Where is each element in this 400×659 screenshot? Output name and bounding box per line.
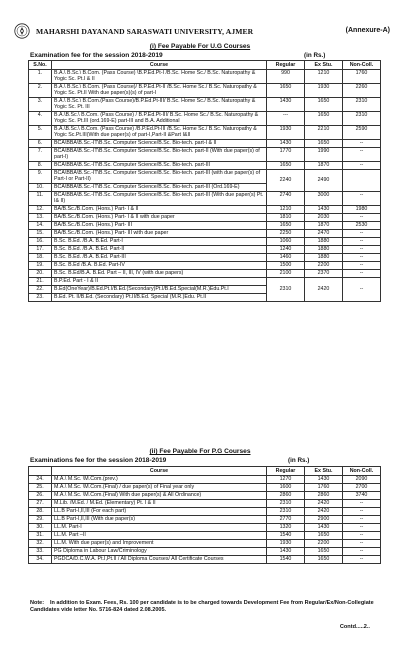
serial-number-cell: 32. — [29, 540, 52, 548]
note-text: In addition to Exam. Fees, Rs. 100 per candidate is to be charged towards Development Fee from Regular/Ex/Non-Collegiate Candidates vide letter No. 5716-824 dated 2.08.2005. — [30, 600, 374, 613]
pg-unit-label: (in Rs.) — [288, 457, 310, 464]
table-row — [29, 126, 381, 140]
non-collegiate-fee-cell: -- — [343, 238, 381, 246]
table-row — [29, 262, 381, 270]
regular-fee-cell: 1930 — [267, 540, 305, 548]
course-name-cell: B.Sc. B.Ed /B.A. B.Ed. Part-IV — [52, 262, 267, 270]
regular-fee-cell: 2740 — [267, 192, 305, 206]
column-header-ex-student: Ex Stu. — [305, 467, 343, 476]
table-row — [29, 532, 381, 540]
table-row — [29, 556, 381, 564]
ex-student-fee-cell: 3000 — [305, 192, 343, 206]
serial-number-cell: 29. — [29, 516, 52, 524]
ex-student-fee-cell: 2900 — [305, 516, 343, 524]
serial-number-cell: 20. — [29, 270, 52, 278]
non-collegiate-fee-cell: -- — [343, 556, 381, 564]
non-collegiate-fee-cell: 3740 — [343, 492, 381, 500]
serial-number-cell: 25. — [29, 484, 52, 492]
course-name-cell: B.A.\ B.Sc.\ B.Com.(Pass Course)/B.P.Ed.Pt-III/ B.Sc. Home Sc./ B.Sc. Naturopathy & Yogic Sc. Pt. III — [52, 98, 267, 112]
ex-student-fee-cell: 2370 — [305, 270, 343, 278]
ex-student-fee-cell: 1930 — [305, 84, 343, 98]
course-name-cell: B.Ed. Pt. II/B.Ed. (Secondary) Pt.II/B.Ed. Special (M.R.)Edu. Pt.II — [52, 294, 267, 302]
serial-number-cell: 11. — [29, 192, 52, 206]
non-collegiate-fee-cell: 2260 — [343, 84, 381, 98]
serial-number-cell: 33. — [29, 548, 52, 556]
regular-fee-cell: 2310 — [267, 508, 305, 516]
course-name-cell: BCA\BBA\B.Sc.-IT\B.Sc. Computer Science/B.Sc. Bio-tech. part-III (With due paper(s) Pt. I& II) — [52, 192, 267, 206]
regular-fee-cell: --- — [267, 112, 305, 126]
regular-fee-cell: 1270 — [267, 476, 305, 484]
serial-number-cell: 26. — [29, 492, 52, 500]
ex-student-fee-cell: 2030 — [305, 214, 343, 222]
course-name-cell: BA/B.Sc./B.Com. (Hons.) Part- III with due paper — [52, 230, 267, 238]
table-row — [29, 492, 381, 500]
table-row — [29, 222, 381, 230]
non-collegiate-fee-cell: -- — [343, 148, 381, 162]
serial-number-cell: 16. — [29, 238, 52, 246]
column-header-sno — [29, 467, 52, 476]
serial-number-cell: 10. — [29, 184, 52, 192]
ex-student-fee-cell: 1880 — [305, 254, 343, 262]
table-row — [29, 540, 381, 548]
ex-student-fee-cell: 2860 — [305, 492, 343, 500]
annexure-label: (Annexure-A) — [345, 27, 390, 34]
serial-number-cell: 6. — [29, 140, 52, 148]
course-name-cell: B.Sc. B.Ed. /B.A. B.Ed. Part-II — [52, 246, 267, 254]
table-row — [29, 230, 381, 238]
non-collegiate-fee-cell: -- — [343, 532, 381, 540]
non-collegiate-fee-cell: -- — [343, 278, 381, 302]
non-collegiate-fee-cell: -- — [343, 270, 381, 278]
course-name-cell: BA/B.Sc./B.Com. (Hons.) Part- III — [52, 222, 267, 230]
ex-student-fee-cell: 1650 — [305, 140, 343, 148]
course-name-cell: B.A.\B.Sc.\ B.Com. (Pass Course) /B.P.Ed.Pt-III /B.Sc. Home Sc./ B.Sc. Naturopathy & Yogic Sc.Pt.III(With due paper(s) of part-I,Part-II &Part I&II — [52, 126, 267, 140]
university-seal-icon — [14, 23, 30, 39]
non-collegiate-fee-cell: 1980 — [343, 206, 381, 214]
non-collegiate-fee-cell: -- — [343, 262, 381, 270]
regular-fee-cell: 2100 — [267, 270, 305, 278]
regular-fee-cell: 1650 — [267, 222, 305, 230]
ex-student-fee-cell: 2210 — [305, 126, 343, 140]
regular-fee-cell: 2240 — [267, 170, 305, 192]
course-name-cell: M.A.\ M.Sc. \M.Com.(prev.) — [52, 476, 267, 484]
serial-number-cell: 30. — [29, 524, 52, 532]
course-name-cell: B.A.\B.Sc.\ B.Com. (Pass Course) / B.P.Ed.Pt-III/ B.Sc. Home Sc./ B.Sc. Naturopathy & Yogic Sc. Pt.III (ord.169-E) part-III and B.A. Additional — [52, 112, 267, 126]
ex-student-fee-cell: 1650 — [305, 548, 343, 556]
ex-student-fee-cell: 2200 — [305, 262, 343, 270]
table-row — [29, 70, 381, 84]
table-row — [29, 500, 381, 508]
non-collegiate-fee-cell: -- — [343, 254, 381, 262]
regular-fee-cell: 1430 — [267, 140, 305, 148]
ex-student-fee-cell: 1760 — [305, 484, 343, 492]
non-collegiate-fee-cell: -- — [343, 540, 381, 548]
non-collegiate-fee-cell: -- — [343, 246, 381, 254]
ex-student-fee-cell: 1880 — [305, 238, 343, 246]
non-collegiate-fee-cell: 2590 — [343, 126, 381, 140]
table-row — [29, 548, 381, 556]
regular-fee-cell: 1060 — [267, 238, 305, 246]
regular-fee-cell: 1460 — [267, 254, 305, 262]
ex-student-fee-cell: 1870 — [305, 222, 343, 230]
regular-fee-cell: 1240 — [267, 246, 305, 254]
non-collegiate-fee-cell: -- — [343, 548, 381, 556]
regular-fee-cell: 1810 — [267, 214, 305, 222]
ex-student-fee-cell: 1430 — [305, 206, 343, 214]
course-name-cell: BA/B.Sc./B.Com. (Hons.) Part- I & II with due paper — [52, 214, 267, 222]
serial-number-cell: 31. — [29, 532, 52, 540]
table-row — [29, 162, 381, 170]
regular-fee-cell: 1930 — [267, 126, 305, 140]
course-name-cell: BCA\BBA\B.Sc.-IT\B.Sc. Computer Science/B.Sc. Bio-tech. part-I & II — [52, 140, 267, 148]
course-name-cell: B.P.Ed. Part - I & II — [52, 278, 267, 286]
ex-student-fee-cell: 2420 — [305, 500, 343, 508]
course-name-cell: M.Lib. /M.Ed. / M.Ed. (Elementary) Pt. I & II — [52, 500, 267, 508]
ex-student-fee-cell: 1880 — [305, 246, 343, 254]
table-row — [29, 516, 381, 524]
non-collegiate-fee-cell: -- — [343, 524, 381, 532]
table-row — [29, 192, 381, 206]
column-header-regular: Regular — [267, 61, 305, 70]
table-header-row — [29, 467, 381, 476]
course-name-cell: B.Sc. B.Ed. /B.A. B.Ed. Part-I — [52, 238, 267, 246]
serial-number-cell: 7. — [29, 148, 52, 162]
table-row — [29, 84, 381, 98]
non-collegiate-fee-cell: 2530 — [343, 222, 381, 230]
table-row — [29, 524, 381, 532]
serial-number-cell: 19. — [29, 262, 52, 270]
ug-unit-label: (in Rs.) — [304, 52, 326, 59]
column-header-course: Course — [52, 467, 267, 476]
regular-fee-cell: 1430 — [267, 98, 305, 112]
document-header — [14, 27, 390, 41]
serial-number-cell: 17. — [29, 246, 52, 254]
column-header-non-collegiate: Non-Coll. — [343, 61, 381, 70]
serial-number-cell: 21. — [29, 278, 52, 286]
non-collegiate-fee-cell: -- — [343, 230, 381, 238]
serial-number-cell: 28. — [29, 508, 52, 516]
course-name-cell: BCA\BBA\B.Sc.-IT\B.Sc. Computer Science/B.Sc. Bio-tech. part-III — [52, 162, 267, 170]
regular-fee-cell: 2310 — [267, 278, 305, 302]
column-header-non-collegiate: Non-Coll. — [343, 467, 381, 476]
course-name-cell: B.A.\ B.Sc.\ B.Com. (Pass Course) \B.P.Ed.Pt-I /B.Sc. Home Sc./ B.Sc. Naturopathy & Yogic Sc. Pt.I & II — [52, 70, 267, 84]
serial-number-cell: 22. — [29, 286, 52, 294]
ex-student-fee-cell: 2200 — [305, 540, 343, 548]
course-name-cell: B.Sc. B.Ed/B.A. B.Ed. Part – II, III, IV (with due papers) — [52, 270, 267, 278]
note-label: Note: — [30, 600, 45, 606]
serial-number-cell: 27. — [29, 500, 52, 508]
serial-number-cell: 12. — [29, 206, 52, 214]
regular-fee-cell: 2310 — [267, 500, 305, 508]
ex-student-fee-cell: 2490 — [305, 170, 343, 192]
pg-section-title: (ii) Fee Payable For P.G Courses — [149, 448, 251, 455]
course-name-cell: M.A.\ M.Sc. \M.Com.(Final) / due paper(s) of Final year only — [52, 484, 267, 492]
serial-number-cell: 9. — [29, 170, 52, 184]
course-name-cell: B.Sc. B.Ed. /B.A. B.Ed. Part-III — [52, 254, 267, 262]
regular-fee-cell: 1770 — [267, 148, 305, 162]
course-name-cell: LL.M. With due paper(s) and Improvement — [52, 540, 267, 548]
regular-fee-cell: 1540 — [267, 532, 305, 540]
course-name-cell: BCA\BBA\B.Sc.-IT\B.Sc. Computer Science/B.Sc. Bio-tech. part-III (Ord.169-E) — [52, 184, 267, 192]
course-name-cell: B.A.\ B.Sc.\ B.Com. (Pass Course)/ B.P.Ed.Pt-II /B.Sc. Home Sc./ B.Sc. Naturopathy & Yogic Sc. Pt.II With due paper(s)(s) of part-I — [52, 84, 267, 98]
regular-fee-cell: 990 — [267, 70, 305, 84]
non-collegiate-fee-cell: -- — [343, 162, 381, 170]
regular-fee-cell: 2250 — [267, 230, 305, 238]
serial-number-cell: 5. — [29, 126, 52, 140]
ex-student-fee-cell: 1430 — [305, 524, 343, 532]
course-name-cell: LL.B Part-I,II,III (For each part) — [52, 508, 267, 516]
course-name-cell: PG Diploma in Labour Law/Criminology — [52, 548, 267, 556]
serial-number-cell: 23. — [29, 294, 52, 302]
non-collegiate-fee-cell: -- — [343, 192, 381, 206]
ex-student-fee-cell: 1650 — [305, 112, 343, 126]
non-collegiate-fee-cell: -- — [343, 516, 381, 524]
column-header-ex-student: Ex Stu. — [305, 61, 343, 70]
table-row — [29, 508, 381, 516]
ex-student-fee-cell: 1650 — [305, 532, 343, 540]
regular-fee-cell: 2770 — [267, 516, 305, 524]
serial-number-cell: 1. — [29, 70, 52, 84]
column-header-regular: Regular — [267, 467, 305, 476]
ug-fee-table — [28, 60, 381, 302]
ex-student-fee-cell: 1650 — [305, 556, 343, 564]
ug-section-title: (i) Fee Payable For U.G Courses — [149, 43, 251, 50]
non-collegiate-fee-cell: 1760 — [343, 70, 381, 84]
course-name-cell: B.Ed(OneYear)/B.Ed.Pt.I/B.Ed.(Secondary)Pt.I/B.Ed.Special(M.R.)Edu.Pt.I — [52, 286, 267, 294]
university-name: MAHARSHI DAYANAND SARASWATI UNIVERSITY, AJMER — [36, 27, 254, 36]
ex-student-fee-cell: 1210 — [305, 70, 343, 84]
course-name-cell: BA/B.Sc./B.Com. (Hons.) Part- I & II — [52, 206, 267, 214]
regular-fee-cell: 1210 — [267, 206, 305, 214]
ex-student-fee-cell: 1430 — [305, 476, 343, 484]
column-header-sno: S.No. — [29, 61, 52, 70]
course-name-cell: LL.M. Part-I — [52, 524, 267, 532]
continued-label: Contd.....2.. — [339, 624, 370, 630]
serial-number-cell: 18. — [29, 254, 52, 262]
pg-fee-table — [28, 466, 381, 564]
course-name-cell: LL.B Part-I,II,III (With due paper(s) — [52, 516, 267, 524]
column-header-course: Course — [52, 61, 267, 70]
non-collegiate-fee-cell: 2310 — [343, 112, 381, 126]
table-row — [29, 98, 381, 112]
table-row — [29, 270, 381, 278]
table-row — [29, 476, 381, 484]
serial-number-cell: 4. — [29, 112, 52, 126]
ug-subtitle: Examination fee for the session 2018-2019 — [30, 52, 163, 59]
non-collegiate-fee-cell: -- — [343, 140, 381, 148]
serial-number-cell: 15. — [29, 230, 52, 238]
regular-fee-cell: 2860 — [267, 492, 305, 500]
ex-student-fee-cell: 1650 — [305, 98, 343, 112]
non-collegiate-fee-cell: -- — [343, 508, 381, 516]
table-row — [29, 206, 381, 214]
ex-student-fee-cell: 1870 — [305, 162, 343, 170]
pg-subtitle: Examinations fee for the session 2018-2019 — [30, 457, 167, 464]
non-collegiate-fee-cell: 2310 — [343, 98, 381, 112]
serial-number-cell: 13. — [29, 214, 52, 222]
non-collegiate-fee-cell: 2090 — [343, 476, 381, 484]
ex-student-fee-cell: 1990 — [305, 148, 343, 162]
serial-number-cell: 24. — [29, 476, 52, 484]
table-row — [29, 214, 381, 222]
course-name-cell: BCA\BBA\B.Sc.-IT\B.Sc. Computer Science/B.Sc. Bio-tech. part-II (With due paper(s) of part-I) — [52, 148, 267, 162]
serial-number-cell: 2. — [29, 84, 52, 98]
serial-number-cell: 34. — [29, 556, 52, 564]
non-collegiate-fee-cell: -- — [343, 214, 381, 222]
table-header-row — [29, 61, 381, 70]
table-row — [29, 254, 381, 262]
ex-student-fee-cell: 2470 — [305, 230, 343, 238]
ex-student-fee-cell: 2420 — [305, 278, 343, 302]
serial-number-cell: 3. — [29, 98, 52, 112]
regular-fee-cell: 1540 — [267, 556, 305, 564]
serial-number-cell: 8. — [29, 162, 52, 170]
course-name-cell: BCA\BBA\B.Sc.-IT\B.Sc. Computer Science/B.Sc. Bio-tech. part-III (with due paper(s) of Part-I or Part-II) — [52, 170, 267, 184]
course-name-cell: PGDCA/D.C.W.A. Pt.I,Pt.II / All Diploma Courses/ All Certificate Courses — [52, 556, 267, 564]
regular-fee-cell: 1320 — [267, 524, 305, 532]
table-row — [29, 278, 381, 286]
regular-fee-cell: 1430 — [267, 548, 305, 556]
non-collegiate-fee-cell — [343, 170, 381, 192]
course-name-cell: M.A.\ M.Sc. \M.Com.(Final) With due paper(s) & All Ordinance) — [52, 492, 267, 500]
regular-fee-cell: 1600 — [267, 484, 305, 492]
serial-number-cell: 14. — [29, 222, 52, 230]
table-row — [29, 140, 381, 148]
non-collegiate-fee-cell: -- — [343, 500, 381, 508]
regular-fee-cell: 1650 — [267, 162, 305, 170]
ex-student-fee-cell: 2420 — [305, 508, 343, 516]
table-row — [29, 112, 381, 126]
table-row — [29, 170, 381, 184]
regular-fee-cell: 1500 — [267, 262, 305, 270]
table-row — [29, 148, 381, 162]
course-name-cell: LL.M. Part –II — [52, 532, 267, 540]
table-row — [29, 238, 381, 246]
regular-fee-cell: 1650 — [267, 84, 305, 98]
development-fee-note — [30, 600, 382, 614]
table-row — [29, 246, 381, 254]
non-collegiate-fee-cell: 2700 — [343, 484, 381, 492]
table-row — [29, 484, 381, 492]
